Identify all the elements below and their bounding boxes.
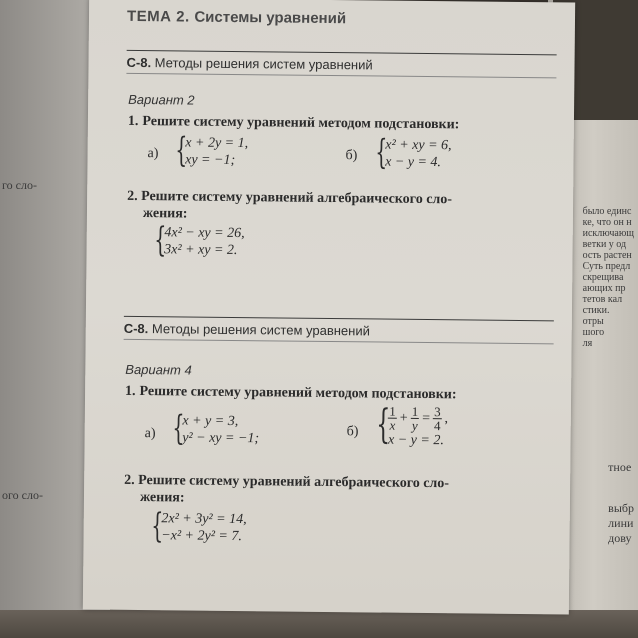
system-task-2: { 4x² − xy = 26, 3x² + xy = 2.	[154, 220, 245, 261]
right-page-fragment: было единс ке, что он н исключающ ветки у од ость растен Суть предл скрещива ающих пр тетов кал стики. отры шого ля	[582, 206, 634, 349]
left-page-fragment-top: го сло-	[2, 178, 37, 192]
equation: xy = −1;	[185, 152, 236, 169]
subtask-b-label: б)	[345, 148, 358, 164]
subtask-b-label: б)	[346, 424, 359, 440]
task-2-heading: 2. Решите систему уравнений алгебраического сло- жения:	[124, 472, 450, 506]
equation: 4x² − xy = 26,	[164, 225, 245, 242]
equation: x + 2y = 1,	[185, 135, 249, 152]
equation: −x² + 2y² = 7.	[161, 528, 242, 545]
system-b: { x² + xy = 6, x − y = 4.	[375, 132, 452, 173]
topic-header: ТЕМА 2. Системы уравнений	[126, 7, 347, 28]
equation: x − y = 4.	[385, 154, 442, 171]
task-2-heading: 2. Решите систему уравнений алгебраического сло- жения:	[127, 188, 453, 222]
equation-fractions: $\frac{1}{x}$ + $\frac{1}{y}$ = $\frac{3}{4}$ ,	[389, 403, 449, 434]
fraction: $\frac{1}{x}$	[389, 403, 396, 433]
equation: x² + xy = 6,	[385, 137, 452, 154]
system-b: { $\frac{1}{x}$ + $\frac{1}{y}$ = $\frac{3}{4}$ , x − y = 2.	[375, 401, 449, 449]
textbook-page	[83, 0, 575, 615]
equation: 3x² + xy = 2.	[164, 242, 238, 259]
equation: y² − xy = −1;	[182, 430, 260, 447]
fraction: $\frac{3}{4}$	[433, 404, 441, 434]
fraction: $\frac{1}{y}$	[411, 403, 419, 433]
subtask-a-label: а)	[144, 426, 156, 442]
right-page-fragment-bottom: тное выбр лини дову	[608, 460, 634, 545]
subtask-a-label: а)	[147, 146, 159, 162]
system-task-2: { 2x² + 3y² = 14, −x² + 2y² = 7.	[151, 506, 247, 547]
section-header: С-8. Методы решения систем уравнений	[124, 316, 554, 341]
system-a: { x + 2y = 1, xy = −1;	[175, 130, 249, 171]
system-a: { x + y = 3, y² − xy = −1;	[172, 408, 260, 449]
left-page-fragment-bottom: ого сло-	[2, 488, 43, 502]
task-1-heading: 1. Решите систему уравнений методом подстановки:	[125, 383, 457, 403]
variant-label: Вариант 2	[128, 91, 195, 108]
variant-label: Вариант 4	[125, 361, 192, 378]
task-1-heading: 1. Решите систему уравнений методом подстановки:	[127, 113, 460, 133]
section-header: С-8. Методы решения систем уравнений	[126, 50, 556, 75]
equation: x + y = 3,	[182, 413, 239, 430]
equation: x − y = 2.	[387, 432, 444, 449]
equation: 2x² + 3y² = 14,	[161, 511, 247, 528]
